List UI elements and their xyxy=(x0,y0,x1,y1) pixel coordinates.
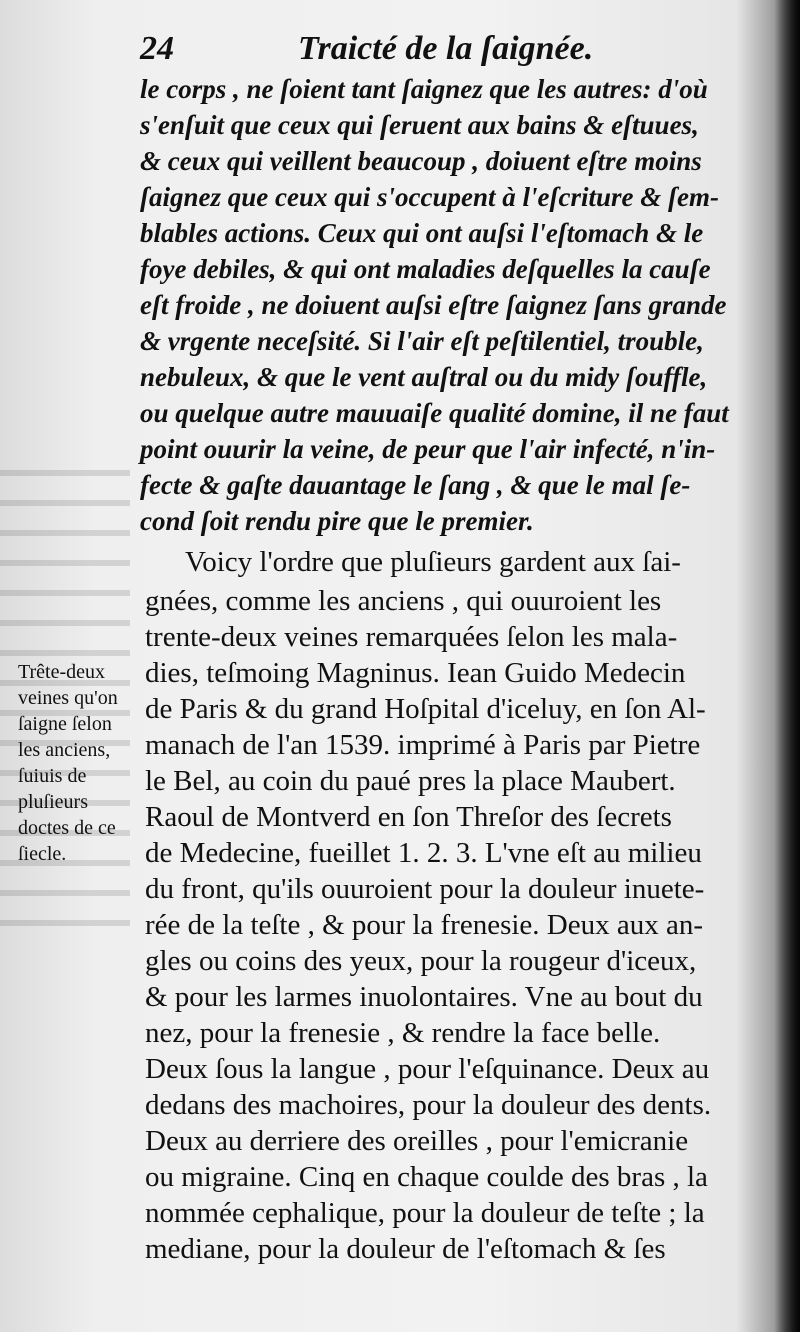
page-number: 24 xyxy=(140,30,174,67)
italic-line: ou quelque autre mauuaiſe qualité domine, il ne faut xyxy=(140,398,729,428)
italic-line: ſaignez que ceux qui s'occupent à l'eſcriture & ſem- xyxy=(140,182,719,212)
page-header xyxy=(140,18,620,66)
italic-line: s'enſuit que ceux qui ſeruent aux bains & eſtuues, xyxy=(140,110,699,140)
roman-line: dies, teſmoing Magninus. Iean Guido Medecin xyxy=(145,657,686,689)
italic-line: foye debiles, & qui ont maladies deſquelles la cauſe xyxy=(140,254,711,284)
roman-line: dedans des machoires, pour la douleur des dents. xyxy=(145,1089,712,1121)
margin-note-line: ſaigne ſelon xyxy=(18,713,112,735)
running-title: Traicté de la ſaignée. xyxy=(298,30,594,67)
roman-line: gnées, comme les anciens , qui ouuroient les xyxy=(145,585,662,617)
italic-line: nebuleux, & que le vent auſtral ou du midy ſouffle, xyxy=(140,362,708,392)
italic-line: blables actions. Ceux qui ont auſsi l'eſtomach & le xyxy=(140,218,704,248)
roman-line: mediane, pour la douleur de l'eſtomach & ſes xyxy=(145,1233,666,1265)
roman-line: Raoul de Montverd en ſon Threſor des ſecrets xyxy=(145,801,672,833)
italic-line: eſt froide , ne doiuent auſsi eſtre ſaignez ſans grande xyxy=(140,290,727,320)
margin-note-line: ſuiuis de xyxy=(18,765,87,787)
italic-line: & vrgente neceſsité. Si l'air eſt peſtilentiel, trouble, xyxy=(140,326,704,356)
italic-line: cond ſoit rendu pire que le premier. xyxy=(140,506,534,536)
roman-line: & pour les larmes inuolontaires. Vne au bout du xyxy=(145,981,703,1013)
italic-line: point ouurir la veine, de peur que l'air infecté, n'in- xyxy=(140,434,716,464)
margin-note-line: Trête-deux xyxy=(18,661,106,683)
roman-line: Voicy l'ordre que pluſieurs gardent aux ſai- xyxy=(185,546,681,578)
roman-line: rée de la teſte , & pour la frenesie. Deux aux an- xyxy=(145,909,703,941)
margin-note-line: pluſieurs xyxy=(18,791,88,813)
italic-line: fecte & gaſte dauantage le ſang , & que le mal ſe- xyxy=(140,470,691,500)
roman-line: nommée cephalique, pour la douleur de teſte ; la xyxy=(145,1197,705,1229)
roman-line: Deux au derriere des oreilles , pour l'emicranie xyxy=(145,1125,689,1157)
margin-note-line: veines qu'on xyxy=(18,687,118,709)
roman-line: le Bel, au coin du paué pres la place Maubert. xyxy=(145,765,676,797)
italic-line: & ceux qui veillent beaucoup , doiuent eſtre moins xyxy=(140,146,702,176)
italic-line: le corps , ne ſoient tant ſaignez que les autres: d'où xyxy=(140,74,708,104)
roman-line: ou migraine. Cinq en chaque coulde des bras , la xyxy=(145,1161,708,1193)
roman-line: de Medecine, fueillet 1. 2. 3. L'vne eſt au milieu xyxy=(145,837,702,869)
margin-note-line: ſiecle. xyxy=(18,843,67,865)
roman-line: gles ou coins des yeux, pour la rougeur d'iceux, xyxy=(145,945,697,977)
roman-line: du front, qu'ils ouuroient pour la douleur inuete- xyxy=(145,873,705,905)
roman-line: trente-deux veines remarquées ſelon les mala- xyxy=(145,621,678,653)
margin-note-line: les anciens, xyxy=(18,739,111,761)
roman-line: nez, pour la frenesie , & rendre la face belle. xyxy=(145,1017,661,1049)
roman-line: Deux ſous la langue , pour l'eſquinance. Deux au xyxy=(145,1053,710,1085)
roman-line: de Paris & du grand Hoſpital d'iceluy, en ſon Al- xyxy=(145,693,706,725)
margin-note-line: doctes de ce xyxy=(18,817,116,839)
roman-line: manach de l'an 1539. imprimé à Paris par Pietre xyxy=(145,729,701,761)
page-edge-shadow xyxy=(774,0,800,1332)
